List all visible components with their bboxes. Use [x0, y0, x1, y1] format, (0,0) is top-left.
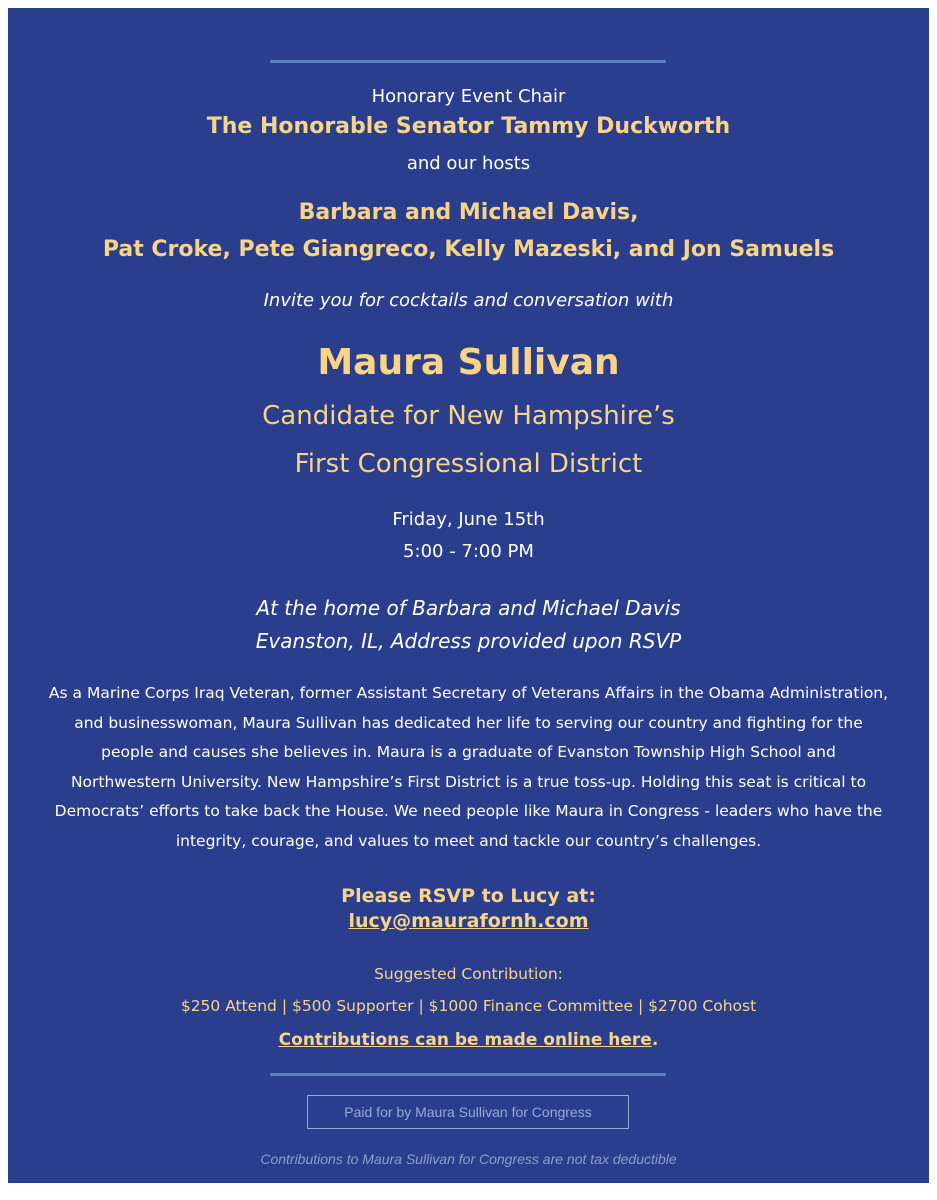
event-time: 5:00 - 7:00 PM: [403, 541, 534, 562]
candidate-title-line-2: First Congressional District: [294, 449, 643, 479]
bio-line: integrity, courage, and values to meet and tackle our country’s challenges.: [175, 831, 762, 850]
tax-disclaimer: Contributions to Maura Sullivan for Congress are not tax deductible: [260, 1151, 677, 1167]
bio-line: Northwestern University. New Hampshire’s First District is a true toss-up. Holding this seat is critical to: [70, 772, 867, 791]
rsvp-email-link[interactable]: lucy@maurafornh.com: [348, 910, 589, 932]
location-line-1: At the home of Barbara and Michael Davis: [256, 596, 681, 620]
bio-line: people and causes she believes in. Maura is a graduate of Evanston Township High School and: [101, 743, 836, 761]
invitation-panel: [8, 8, 929, 1183]
contribution-online-row: [8, 1030, 929, 1050]
candidate-name: Maura Sullivan: [317, 342, 620, 383]
bio-line: Democrats’ efforts to take back the House. We need people like Maura in Congress - leaders who have the: [54, 802, 883, 820]
hosts-line-2: Pat Croke, Pete Giangreco, Kelly Mazeski, and Jon Samuels: [102, 237, 835, 262]
honorary-label: Honorary Event Chair: [371, 86, 566, 107]
hosts-label: and our hosts: [406, 153, 531, 174]
event-date: Friday, June 15th: [392, 509, 545, 530]
honorary-name: The Honorable Senator Tammy Duckworth: [206, 114, 731, 139]
contribute-online-suffix: .: [651, 1030, 659, 1050]
candidate-bio: [20, 679, 917, 856]
contribution-label: Suggested Contribution:: [374, 965, 563, 983]
bio-line: As a Marine Corps Iraq Veteran, former Assistant Secretary of Veterans Affairs in the Obama Administration,: [48, 684, 889, 702]
top-divider: [270, 60, 666, 63]
bottom-divider: [270, 1073, 666, 1076]
candidate-title-line-1: Candidate for New Hampshire’s: [262, 401, 675, 431]
contribution-tiers: $250 Attend | $500 Supporter | $1000 Finance Committee | $2700 Cohost: [180, 997, 757, 1015]
paid-for-box: Paid for by Maura Sullivan for Congress: [307, 1095, 629, 1129]
location-line-2: Evanston, IL, Address provided upon RSVP: [255, 629, 682, 653]
hosts-line-1: Barbara and Michael Davis,: [298, 200, 639, 225]
contribute-online-link[interactable]: Contributions can be made online here: [278, 1030, 652, 1050]
bio-line: and businesswoman, Maura Sullivan has dedicated her life to serving our country and fighting for the: [74, 713, 863, 732]
invite-text: Invite you for cocktails and conversation with: [263, 290, 674, 311]
rsvp-label: Please RSVP to Lucy at:: [341, 885, 596, 907]
rsvp-email-row: [8, 910, 929, 932]
